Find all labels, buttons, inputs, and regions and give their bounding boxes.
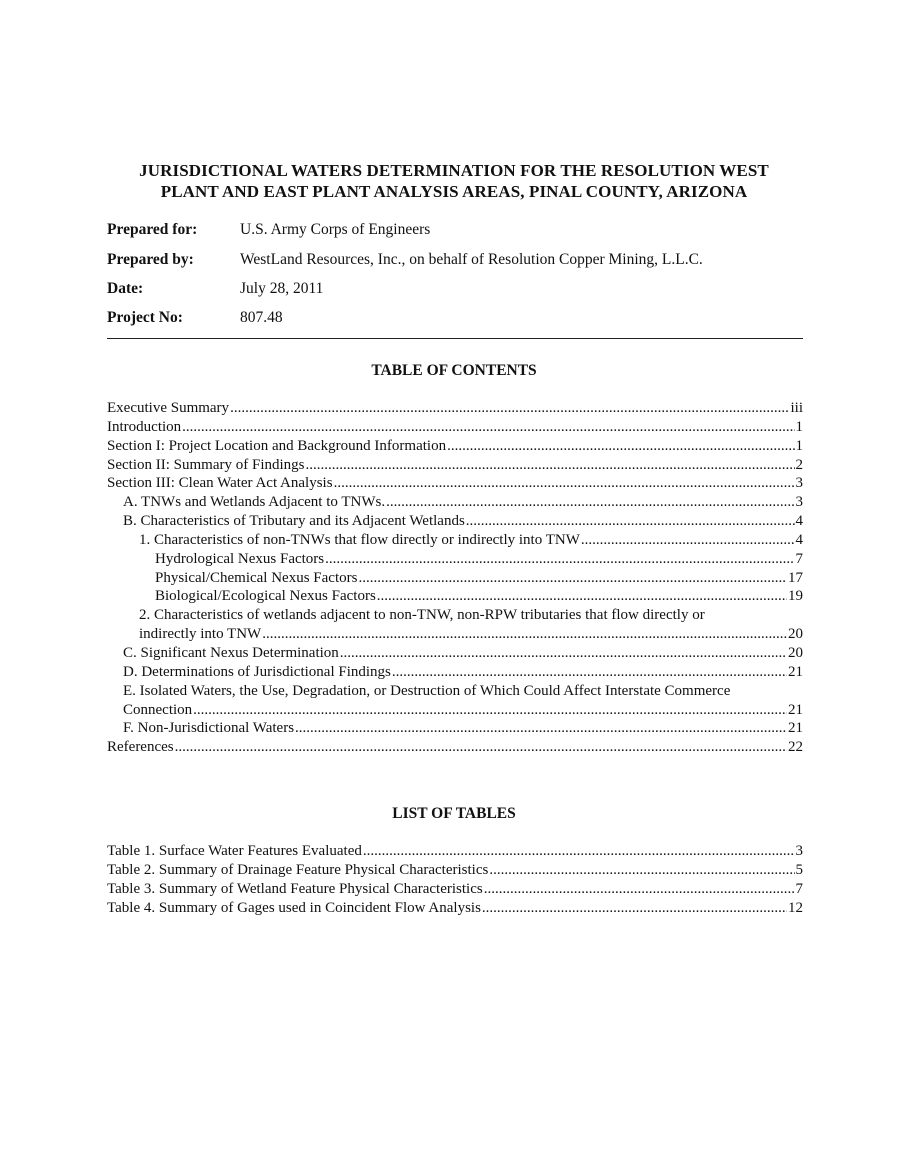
header-divider: [107, 338, 803, 339]
toc-page-number: 22: [788, 739, 803, 756]
toc-entry[interactable]: [107, 880, 803, 899]
toc-entry-text: indirectly into TNW: [139, 626, 262, 643]
toc-page-number: 4: [795, 513, 803, 530]
document-title: [100, 160, 808, 202]
dot-leader: [581, 531, 795, 550]
dot-leader: [363, 842, 795, 861]
toc-entry-text: Section III: Clean Water Act Analysis: [107, 475, 333, 492]
toc-entry[interactable]: [107, 899, 803, 918]
toc-page-number: 3: [795, 475, 803, 492]
toc-entry[interactable]: [107, 474, 803, 493]
list-of-tables-heading: LIST OF TABLES: [392, 805, 516, 822]
dot-leader: [262, 625, 787, 644]
toc-entry-text: Hydrological Nexus Factors: [155, 550, 325, 567]
dot-leader: [334, 474, 795, 493]
toc-page-number: 21: [788, 663, 803, 680]
toc-entry[interactable]: [107, 418, 803, 437]
toc-page-number: 5: [795, 861, 803, 878]
dot-leader: [377, 587, 787, 606]
toc-entry[interactable]: [107, 719, 803, 738]
toc-entry[interactable]: [107, 493, 803, 512]
toc-entry[interactable]: [107, 644, 803, 663]
toc-entry[interactable]: [107, 569, 803, 588]
toc-entry[interactable]: [107, 682, 803, 720]
meta-prepared-for: [107, 221, 807, 241]
toc-entry-text: Physical/Chemical Nexus Factors: [155, 569, 358, 586]
toc-entry[interactable]: [107, 456, 803, 475]
toc-entry-text: Biological/Ecological Nexus Factors: [155, 588, 376, 605]
dot-leader: [182, 418, 794, 437]
meta-label: Date:: [107, 280, 144, 297]
toc-page-number: iii: [790, 400, 803, 416]
dot-leader: [193, 701, 787, 720]
toc-entry-text: Section I: Project Location and Background Information: [107, 437, 447, 454]
toc-entry[interactable]: [107, 861, 803, 880]
title-line-1: JURISDICTIONAL WATERS DETERMINATION FOR THE RESOLUTION WEST: [139, 161, 769, 180]
toc-entry[interactable]: [107, 399, 803, 418]
toc-page-number: 1: [795, 437, 803, 454]
toc-entry-text: Table 4. Summary of Gages used in Coincident Flow Analysis: [107, 899, 481, 916]
meta-value: U.S. Army Corps of Engineers: [240, 221, 431, 238]
toc-page-number: 3: [795, 843, 803, 859]
toc-entry-text: Connection: [123, 701, 193, 718]
dot-leader: [484, 880, 795, 899]
dot-leader: [482, 899, 787, 918]
tables-list: [107, 842, 803, 917]
toc-entry[interactable]: [107, 842, 803, 861]
toc-entry[interactable]: [107, 587, 803, 606]
meta-value: WestLand Resources, Inc., on behalf of Resolution Copper Mining, L.L.C.: [240, 251, 703, 268]
dot-leader: [489, 861, 794, 880]
toc-entry-text: B. Characteristics of Tributary and its Adjacent Wetlands: [123, 513, 465, 530]
toc-page-number: 19: [788, 588, 803, 605]
dot-leader: [466, 512, 795, 531]
dot-leader: [447, 437, 794, 456]
dot-leader: [175, 738, 787, 757]
toc-entry-text: C. Significant Nexus Determination: [123, 644, 339, 661]
toc-entry[interactable]: [107, 606, 803, 644]
toc-entry-text: D. Determinations of Jurisdictional Findings: [123, 663, 391, 680]
dot-leader: [392, 663, 787, 682]
toc-page-number: 21: [788, 701, 803, 718]
toc-entry-text: 1. Characteristics of non-TNWs that flow directly or indirectly into TNW: [139, 531, 580, 548]
title-line-2: PLANT AND EAST PLANT ANALYSIS AREAS, PINAL COUNTY, ARIZONA: [160, 182, 748, 201]
toc-entry-text: Introduction: [107, 418, 182, 435]
toc-page-number: 4: [795, 531, 803, 548]
toc-entry-text: A. TNWs and Wetlands Adjacent to TNWs.: [123, 494, 386, 511]
meta-prepared-by: [107, 251, 807, 271]
toc-entry-text: Table 3. Summary of Wetland Feature Physical Characteristics: [107, 880, 483, 897]
dot-leader: [325, 550, 794, 569]
toc-entry[interactable]: [107, 663, 803, 682]
toc-entry-lead-text: E. Isolated Waters, the Use, Degradation, or Destruction of Which Could Affect Interstate Commerce: [123, 682, 731, 699]
toc-entry[interactable]: [107, 550, 803, 569]
toc-page-number: 7: [795, 550, 803, 567]
toc-page-number: 21: [788, 720, 803, 737]
toc-heading: TABLE OF CONTENTS: [371, 362, 537, 379]
toc-entry-text: Table 2. Summary of Drainage Feature Physical Characteristics: [107, 861, 489, 878]
dot-leader: [230, 399, 789, 418]
toc-entry-text: Section II: Summary of Findings: [107, 456, 305, 473]
meta-label: Project No:: [107, 309, 183, 326]
toc-page-number: 17: [788, 569, 803, 586]
toc-page-number: 20: [788, 644, 803, 661]
toc-entry-text: References: [107, 739, 174, 756]
meta-project-no: [107, 309, 807, 329]
meta-label: Prepared for:: [107, 221, 198, 238]
dot-leader: [295, 719, 787, 738]
meta-value: 807.48: [240, 309, 283, 326]
toc-entry[interactable]: [107, 738, 803, 757]
toc-entry[interactable]: [107, 512, 803, 531]
toc-entry[interactable]: [107, 531, 803, 550]
toc-entry-text: F. Non-Jurisdictional Waters: [123, 720, 295, 737]
toc-page-number: 12: [788, 899, 803, 916]
meta-label: Prepared by:: [107, 251, 194, 268]
toc-list: [107, 399, 803, 757]
toc-page-number: 2: [795, 456, 803, 473]
toc-entry-lead-text: 2. Characteristics of wetlands adjacent to non-TNW, non-RPW tributaries that flow directly or: [139, 607, 705, 624]
dot-leader: [340, 644, 787, 663]
toc-page-number: 7: [795, 880, 803, 897]
toc-entry-text: Table 1. Surface Water Features Evaluated: [107, 843, 362, 859]
dot-leader: [358, 569, 787, 588]
dot-leader: [386, 493, 794, 512]
meta-value: July 28, 2011: [240, 280, 324, 297]
toc-page-number: 1: [795, 418, 803, 435]
toc-entry[interactable]: [107, 437, 803, 456]
toc-page-number: 3: [795, 494, 803, 511]
dot-leader: [306, 456, 795, 475]
toc-page-number: 20: [788, 626, 803, 643]
meta-date: [107, 280, 807, 300]
toc-entry-text: Executive Summary: [107, 400, 230, 416]
